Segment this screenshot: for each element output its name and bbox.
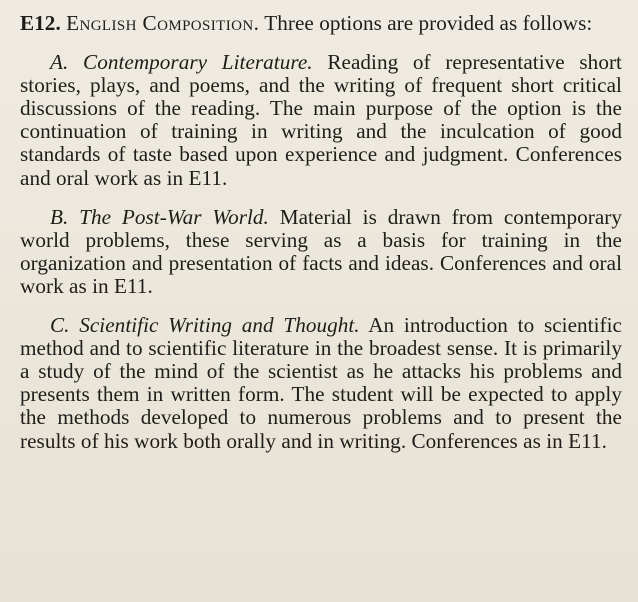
option-c-paragraph (20, 314, 622, 453)
option-a-paragraph (20, 51, 622, 190)
course-title: English Composition. (66, 11, 260, 35)
option-a-description: Reading of representative short stories, plays, and poems, and the writing of frequent short critical discussions of the reading. The main purpose of the option is the continuation of training in writing and the inculcation of good standards of taste based upon experience and judgment. Conferences and oral work as in E11. (20, 50, 622, 190)
option-b-title: The Post-War World. (79, 204, 269, 229)
course-heading-paragraph (20, 12, 622, 35)
option-b-description: Material is drawn from contemporary world problems, these serving as a basis for training in the organization and presentation of facts and ideas. Conferences and oral work as in E11. (20, 204, 622, 298)
option-b-paragraph (20, 206, 622, 298)
course-code: E12. (20, 11, 61, 35)
option-c-description: An introduction to scientific method and to scientific literature in the broadest sense. It is primarily a study of the mind of the scientist as he attacks his problems and presents them in written form. The student will be expected to apply the methods developed to numerous problems and to present the results of his work both orally and in writing. Conferences as in E11. (20, 313, 622, 453)
option-a-title: Contemporary Literature. (83, 50, 313, 75)
option-b-label: B. (50, 204, 69, 229)
option-a-label: A. (50, 50, 69, 75)
course-intro: Three options are provided as follows: (264, 11, 593, 35)
option-c-title: Scientific Writing and Thought. (79, 313, 360, 338)
option-c-label: C. (50, 313, 70, 338)
